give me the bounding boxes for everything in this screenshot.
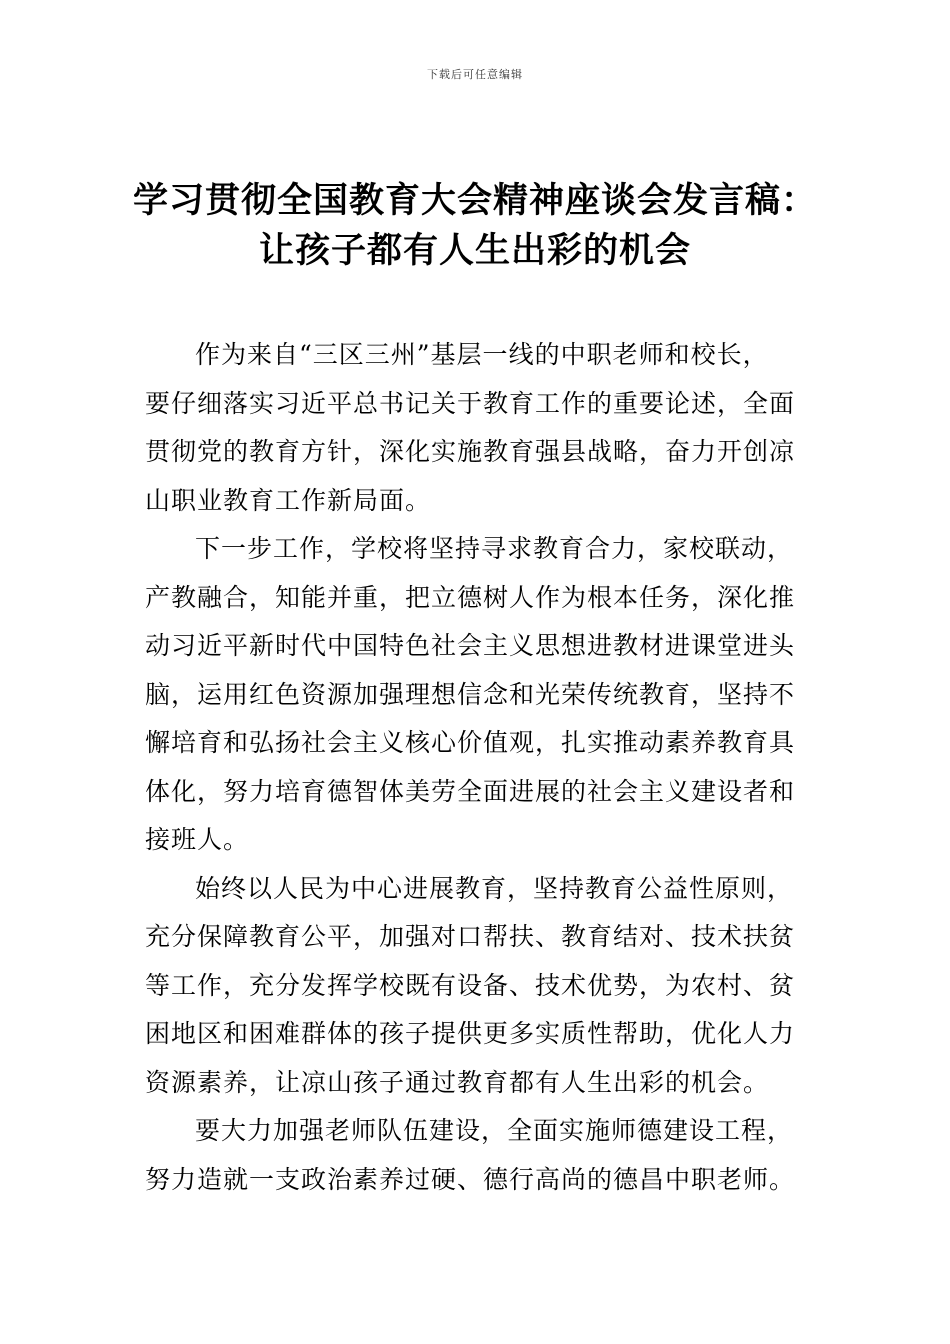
paragraph-line: 要大力加强老师队伍建设，全面实施师德建设工程， (195, 1116, 794, 1145)
paragraph-line: 作为来自“三区三州”基层一线的中职老师和校长， (195, 340, 769, 369)
paragraph-4 (145, 1107, 805, 1204)
paragraph-line: 始终以人民为中心进展教育，坚持教育公益性原则， (195, 873, 794, 903)
header-note: 下载后可任意编辑 (427, 68, 523, 81)
title-line-2: 让孩子都有人生出彩的机会 (258, 230, 691, 271)
paragraph-line: 懈培育和弘扬社会主义核心价值观，扎实推动素养教育具 (145, 728, 796, 757)
paragraph-line: 动习近平新时代中国特色社会主义思想进教材进课堂进头 (145, 631, 796, 660)
paragraph-line: 要仔细落实习近平总书记关于教育工作的重要论述，全面 (145, 388, 796, 418)
paragraph-line: 资源素养，让凉山孩子通过教育都有人生出彩的机会。 (145, 1067, 770, 1097)
paragraph-3 (145, 865, 805, 1108)
paragraph-line: 产教融合，知能并重，把立德树人作为根本任务，深化推 (145, 582, 796, 612)
paragraph-line: 脑，运用红色资源加强理想信念和光荣传统教育，坚持不 (145, 679, 796, 709)
paragraph-line: 山职业教育工作新局面。 (145, 485, 432, 515)
paragraph-line: 等工作，充分发挥学校既有设备、技术优势，为农村、贫 (145, 970, 796, 1000)
document-title (120, 176, 830, 276)
paragraph-line: 贯彻党的教育方针，深化实施教育强县战略，奋力开创凉 (145, 437, 796, 466)
paragraph-line: 困地区和困难群体的孩子提供更多实质性帮助，优化人力 (145, 1019, 796, 1048)
paragraph-line: 努力造就一支政治素养过硬、德行高尚的德昌中职老师。 (145, 1164, 796, 1194)
title-line-1: 学习贯彻全国教育大会精神座谈会发言稿： (132, 180, 817, 221)
paragraph-line: 下一步工作，学校将坚持寻求教育合力，家校联动， (195, 534, 794, 563)
paragraph-line: 体化，努力培育德智体美劳全面进展的社会主义建设者和 (145, 776, 796, 806)
paragraph-2 (145, 525, 805, 865)
paragraph-1 (145, 331, 805, 525)
document-body (145, 331, 805, 1204)
paragraph-line: 接班人。 (145, 825, 250, 854)
paragraph-line: 充分保障教育公平，加强对口帮扶、教育结对、技术扶贫 (145, 922, 796, 951)
